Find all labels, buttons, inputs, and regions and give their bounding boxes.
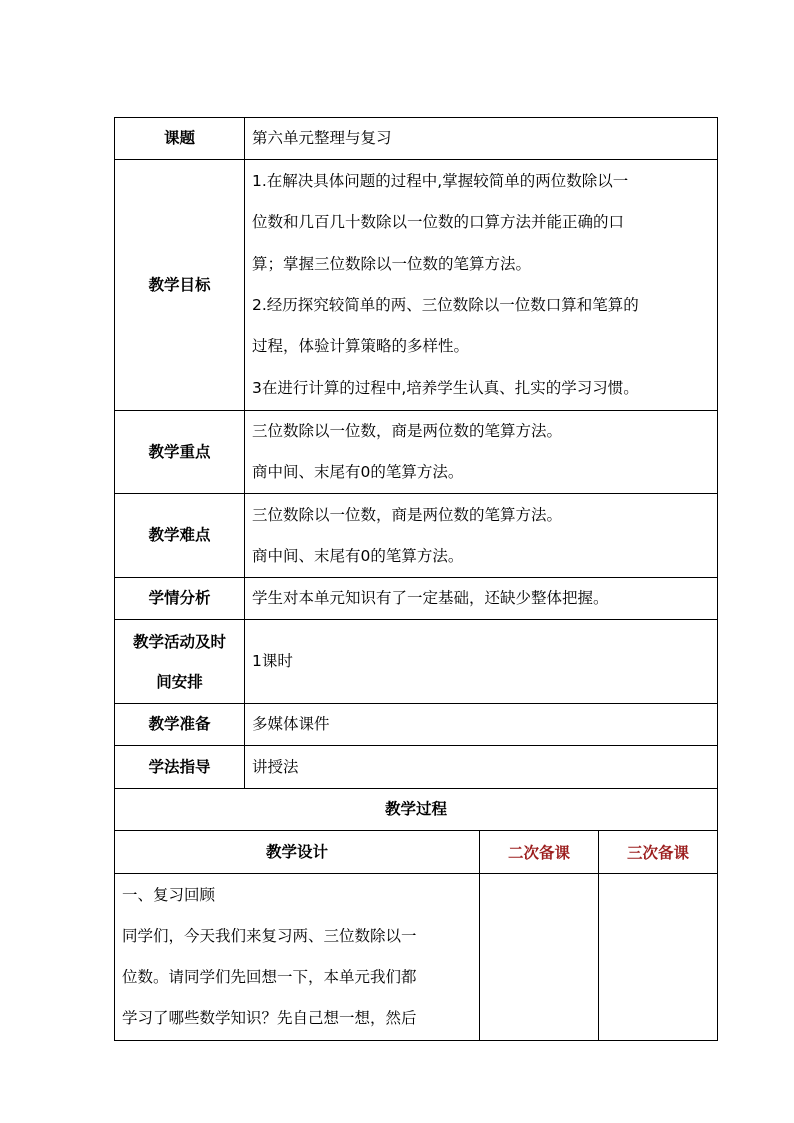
label-method: 学法指导 bbox=[115, 746, 245, 789]
row-process-title bbox=[115, 789, 718, 831]
header-second-prep: 二次备课 bbox=[480, 831, 599, 874]
schedule-text: 1课时 bbox=[252, 652, 293, 670]
design-line: 学习了哪些数学知识？先自己想一想，然后 bbox=[122, 1009, 417, 1027]
objective-line: 算；掌握三位数除以一位数的笔算方法。 bbox=[252, 254, 532, 273]
method-text: 讲授法 bbox=[252, 757, 299, 776]
preparation-text: 多媒体课件 bbox=[252, 715, 330, 733]
design-line: 同学们，今天我们来复习两、三位数除以一 bbox=[122, 927, 417, 945]
label-preparation: 教学准备 bbox=[115, 704, 245, 746]
key-point-line: 商中间、末尾有0的笔算方法。 bbox=[252, 463, 464, 481]
value-difficulties bbox=[245, 494, 718, 578]
lesson-plan-table bbox=[114, 117, 718, 1041]
label-student-analysis: 学情分析 bbox=[115, 578, 245, 620]
key-point-line: 三位数除以一位数，商是两位数的笔算方法。 bbox=[252, 422, 563, 440]
third-prep-content bbox=[599, 874, 718, 1041]
header-third-prep: 三次备课 bbox=[599, 831, 718, 874]
student-analysis-text: 学生对本单元知识有了一定基础，还缺少整体把握。 bbox=[252, 589, 609, 607]
header-design: 教学设计 bbox=[115, 831, 480, 874]
label-objectives: 教学目标 bbox=[115, 160, 245, 411]
row-process-headers bbox=[115, 831, 718, 874]
difficulty-line: 商中间、末尾有0的笔算方法。 bbox=[252, 546, 464, 565]
design-line: 一、复习回顾 bbox=[122, 886, 216, 904]
value-schedule bbox=[245, 620, 718, 704]
row-method bbox=[115, 746, 718, 789]
second-prep-content bbox=[480, 874, 599, 1041]
label-schedule bbox=[115, 620, 245, 704]
difficulty-line: 三位数除以一位数，商是两位数的笔算方法。 bbox=[252, 505, 563, 524]
row-preparation bbox=[115, 704, 718, 746]
value-preparation bbox=[245, 704, 718, 746]
value-topic bbox=[245, 118, 718, 160]
objective-line: 过程，体验计算策略的多样性。 bbox=[252, 337, 470, 356]
row-student-analysis bbox=[115, 578, 718, 620]
objective-line: 3在进行计算的过程中,培养学生认真、扎实的学习习惯。 bbox=[252, 378, 639, 397]
row-topic bbox=[115, 118, 718, 160]
design-content bbox=[115, 874, 480, 1041]
label-difficulties: 教学难点 bbox=[115, 494, 245, 578]
label-topic: 课题 bbox=[115, 118, 245, 160]
label-schedule-line: 间安排 bbox=[156, 672, 203, 691]
row-process-content bbox=[115, 874, 718, 1041]
row-schedule bbox=[115, 620, 718, 704]
row-objectives bbox=[115, 160, 718, 411]
topic-text: 第六单元整理与复习 bbox=[252, 129, 392, 147]
row-key-points bbox=[115, 411, 718, 494]
row-difficulties bbox=[115, 494, 718, 578]
objective-line: 1.在解决具体问题的过程中,掌握较简单的两位数除以一 bbox=[252, 172, 629, 191]
value-objectives bbox=[245, 160, 718, 411]
value-method bbox=[245, 746, 718, 789]
objective-line: 位数和几百几十数除以一位数的口算方法并能正确的口 bbox=[252, 213, 625, 232]
value-key-points bbox=[245, 411, 718, 494]
label-schedule-line: 教学活动及时 bbox=[132, 632, 226, 651]
design-line: 位数。请同学们先回想一下，本单元我们都 bbox=[122, 968, 417, 986]
label-key-points: 教学重点 bbox=[115, 411, 245, 494]
value-student-analysis bbox=[245, 578, 718, 620]
process-title: 教学过程 bbox=[115, 789, 718, 831]
objective-line: 2.经历探究较简单的两、三位数除以一位数口算和笔算的 bbox=[252, 296, 639, 314]
